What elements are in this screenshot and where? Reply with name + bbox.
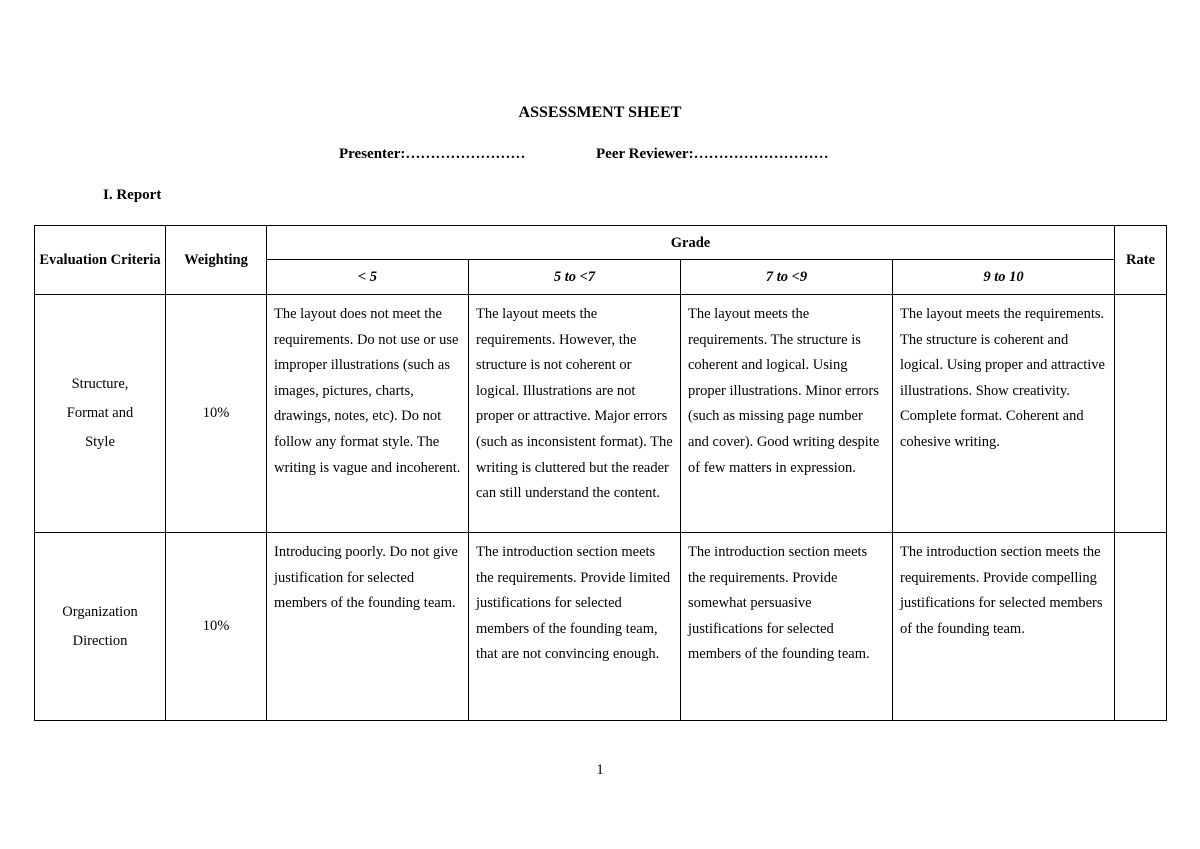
header-criteria: Evaluation Criteria — [35, 226, 166, 295]
descriptor-cell: The layout meets the requirements. The structure is coherent and logical. Using proper illustrations. Minor errors (such as missing page number and cover). Good writing despite of few matters in expression. — [681, 295, 893, 533]
section-heading: I. Report — [103, 187, 162, 203]
peer-reviewer-field: Peer Reviewer:……………………… — [596, 146, 829, 162]
grade-band-1: < 5 — [267, 260, 469, 295]
rate-input-cell[interactable] — [1115, 533, 1167, 721]
header-weighting: Weighting — [166, 226, 267, 295]
grade-band-3: 7 to <9 — [681, 260, 893, 295]
criteria-label: Organization Direction — [62, 603, 138, 649]
descriptor-cell: The introduction section meets the requirements. Provide limited justifications for selected members of the founding team, that are not convincing enough. — [469, 533, 681, 721]
descriptor-cell: The introduction section meets the requirements. Provide compelling justifications for selected members of the founding team. — [893, 533, 1115, 721]
grade-band-2: 5 to <7 — [469, 260, 681, 295]
rate-input-cell[interactable] — [1115, 295, 1167, 533]
descriptor-cell: The layout does not meet the requirements. Do not use or use improper illustrations (such as images, pictures, charts, drawings, notes, etc). Do not follow any format style. The writing is vague and incoherent. — [267, 295, 469, 533]
weighting-cell: 10% — [166, 533, 267, 721]
criteria-cell — [35, 533, 166, 721]
header-rate: Rate — [1115, 226, 1167, 295]
weighting-cell: 10% — [166, 295, 267, 533]
criteria-row-organization — [35, 533, 1167, 721]
criteria-row-structure — [35, 295, 1167, 533]
document-title: ASSESSMENT SHEET — [518, 104, 682, 121]
page-number: 1 — [596, 762, 604, 778]
grade-band-4: 9 to 10 — [893, 260, 1115, 295]
participants-line — [339, 146, 829, 163]
header-row — [35, 226, 1167, 260]
criteria-label: Structure, Format and Style — [66, 376, 134, 450]
header-grade: Grade — [267, 226, 1115, 260]
descriptor-cell: Introducing poorly. Do not give justification for selected members of the founding team. — [267, 533, 469, 721]
descriptor-cell: The introduction section meets the requirements. Provide somewhat persuasive justifications for selected members of the founding team. — [681, 533, 893, 721]
criteria-cell — [35, 295, 166, 533]
descriptor-cell: The layout meets the requirements. However, the structure is not coherent or logical. Illustrations are not proper or attractive. Major errors (such as inconsistent format). The writing is cluttered but the reader can still understand the content. — [469, 295, 681, 533]
assessment-rubric-table — [34, 225, 1167, 721]
descriptor-cell: The layout meets the requirements. The structure is coherent and logical. Using proper and attractive illustrations. Show creativity. Complete format. Coherent and cohesive writing. — [893, 295, 1115, 533]
presenter-field: Presenter:…………………… — [339, 146, 526, 162]
